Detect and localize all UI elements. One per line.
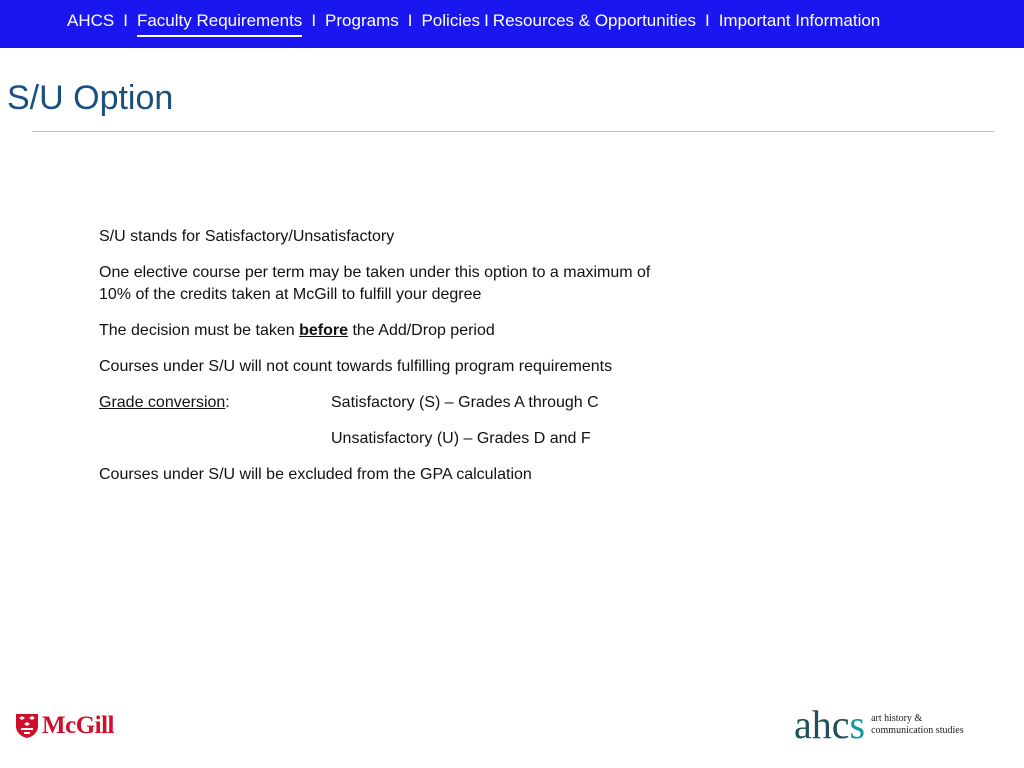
page-title: S/U Option	[7, 79, 174, 117]
title-divider	[32, 131, 994, 132]
decision-deadline-text	[99, 320, 679, 342]
grade-conversion-spacer	[99, 428, 331, 450]
nav-link-policies[interactable]: Policies	[421, 11, 481, 30]
top-navigation-bar	[0, 0, 1024, 48]
ahcs-wordmark-teal: s	[849, 702, 866, 747]
grade-conversion-row	[99, 428, 679, 450]
definition-text: S/U stands for Satisfactory/Unsatisfactory	[99, 228, 395, 245]
nav-separator: I	[123, 11, 128, 30]
satisfactory-grade-text: Satisfactory (S) – Grades A through C	[331, 394, 599, 411]
gpa-exclusion-text: Courses under S/U will be excluded from the GPA calculation	[99, 466, 532, 483]
slide-content	[99, 226, 679, 500]
nav-link-faculty-requirements[interactable]: Faculty Requirements	[137, 10, 302, 37]
nav-separator: I	[407, 11, 413, 30]
grade-conversion-colon: :	[225, 394, 230, 411]
grade-conversion-row	[99, 392, 679, 414]
ahcs-wordmark-dark: ahc	[794, 702, 850, 747]
nav-link-resources-opportunities[interactable]: Resources & Opportunities	[492, 11, 696, 30]
decision-suffix: the Add/Drop period	[348, 322, 495, 339]
mcgill-wordmark: McGill	[42, 712, 114, 739]
grade-conversion-heading: Grade conversion	[99, 394, 226, 411]
elective-rule-text: One elective course per term may be taken under this option to a maximum of 10% of the credits taken at McGill to fulfill your degree	[99, 264, 651, 303]
ahcs-tagline	[871, 713, 964, 737]
grade-conversion-label	[99, 392, 331, 414]
mcgill-crest-icon	[15, 713, 39, 739]
nav-link-important-information[interactable]: Important Information	[718, 11, 881, 30]
nav-link-ahcs[interactable]: AHCS	[67, 11, 115, 30]
nav-separator: I	[704, 11, 710, 30]
nav-link-programs[interactable]: Programs	[325, 11, 399, 30]
decision-prefix: The decision must be taken	[99, 322, 300, 339]
program-requirements-text: Courses under S/U will not count towards fulfilling program requirements	[99, 358, 613, 375]
ahcs-tagline-line: art history &	[871, 713, 923, 724]
decision-emphasis: before	[299, 322, 349, 339]
ahcs-tagline-line: communication studies	[871, 725, 964, 736]
ahcs-wordmark	[794, 703, 865, 747]
nav-separator: I	[484, 11, 489, 30]
nav-separator: I	[311, 11, 317, 30]
nav-links	[67, 10, 880, 37]
unsatisfactory-grade-text: Unsatisfactory (U) – Grades D and F	[331, 430, 591, 447]
mcgill-logo	[15, 712, 114, 740]
ahcs-logo	[794, 703, 964, 747]
